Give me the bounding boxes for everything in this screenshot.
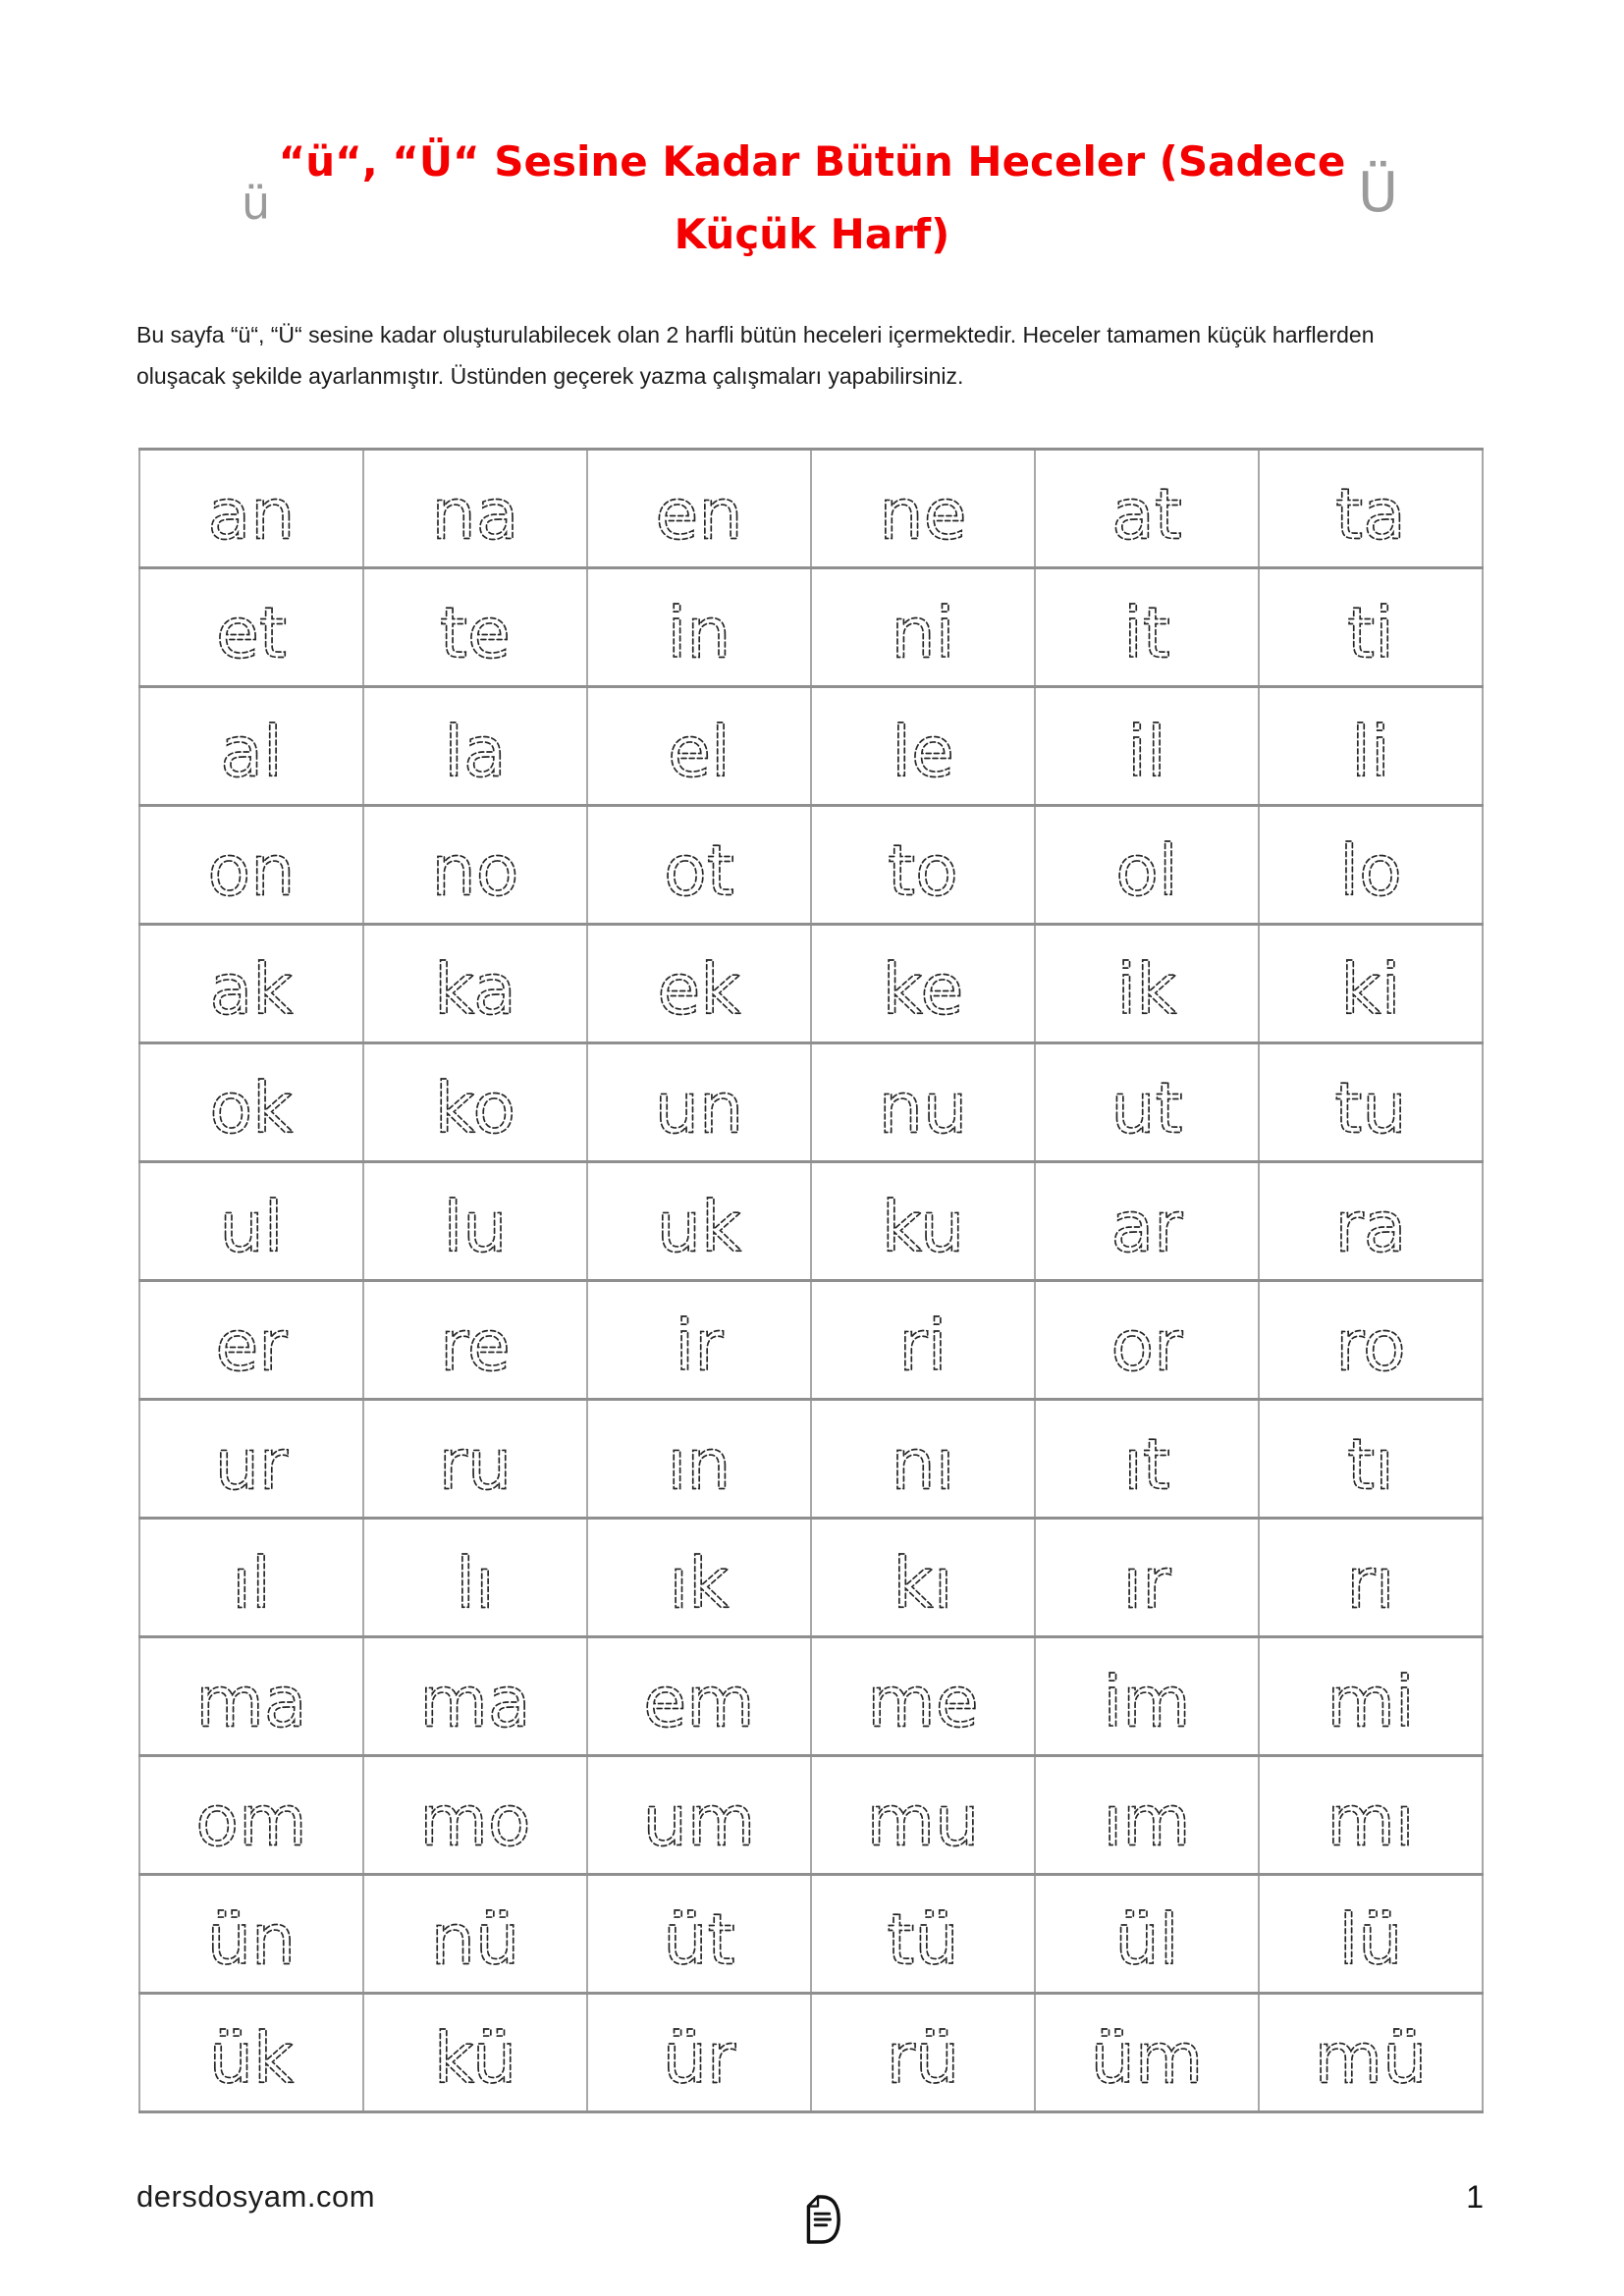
syllable-cell: [363, 925, 587, 1043]
syllable-cell: [139, 450, 363, 568]
traceable-syllable: [1036, 1995, 1258, 2110]
syllable-cell: [811, 450, 1035, 568]
syllable-cell: [811, 1519, 1035, 1637]
page-title-line2: Küçük Harf): [674, 210, 950, 258]
traceable-syllable: [1260, 1401, 1482, 1517]
svg-text:le: le: [892, 711, 954, 793]
svg-text:mo: mo: [419, 1780, 531, 1862]
syllable-cell: [587, 1043, 811, 1162]
syllable-cell: [1035, 1043, 1259, 1162]
table-row: [139, 1519, 1483, 1637]
svg-text:ma: ma: [195, 1661, 307, 1743]
traceable-syllable: [588, 1163, 810, 1279]
svg-text:im: im: [1103, 1661, 1191, 1743]
svg-text:nu: nu: [878, 1067, 968, 1149]
traceable-syllable: [588, 1876, 810, 1992]
syllable-cell: [1035, 687, 1259, 806]
svg-text:ir: ir: [675, 1305, 724, 1387]
svg-text:en: en: [655, 473, 743, 556]
syllable-cell: [1259, 806, 1483, 925]
svg-text:ıt: ıt: [1123, 1423, 1170, 1506]
syllable-cell: [363, 1637, 587, 1756]
syllable-cell: [139, 1756, 363, 1875]
traceable-syllable: [588, 688, 810, 804]
svg-text:ke: ke: [882, 948, 964, 1031]
svg-text:nı: nı: [891, 1423, 955, 1506]
watermark-letter-lowercase: ü: [242, 177, 271, 230]
syllable-cell: [363, 1162, 587, 1281]
traceable-syllable: [1036, 451, 1258, 566]
svg-text:ık: ık: [669, 1542, 730, 1625]
syllable-cell: [811, 568, 1035, 687]
syllable-cell: [811, 1043, 1035, 1162]
svg-text:at: at: [1111, 473, 1182, 556]
syllable-cell: [811, 1162, 1035, 1281]
traceable-syllable: [364, 1995, 586, 2110]
svg-text:tu: tu: [1334, 1067, 1407, 1149]
syllable-cell: [1259, 1281, 1483, 1400]
syllable-cell: [139, 1519, 363, 1637]
syllable-cell: [1035, 568, 1259, 687]
svg-text:ır: ır: [1122, 1542, 1171, 1625]
traceable-syllable: [1260, 1638, 1482, 1754]
syllable-cell: [363, 687, 587, 806]
traceable-syllable: [812, 1282, 1034, 1398]
syllable-table-body: [139, 450, 1483, 2112]
traceable-syllable: [812, 1044, 1034, 1160]
syllable-cell: [587, 687, 811, 806]
svg-text:lı: lı: [456, 1542, 495, 1625]
svg-text:ti: ti: [1347, 592, 1394, 674]
traceable-syllable: [140, 1401, 362, 1517]
traceable-syllable: [1260, 1520, 1482, 1635]
traceable-syllable: [1260, 926, 1482, 1041]
traceable-syllable: [1036, 1876, 1258, 1992]
svg-text:üm: üm: [1090, 2017, 1204, 2100]
syllable-cell: [587, 1281, 811, 1400]
svg-text:ın: ın: [667, 1423, 731, 1506]
svg-text:ük: ük: [208, 2017, 295, 2100]
traceable-syllable: [140, 1757, 362, 1873]
traceable-syllable: [588, 926, 810, 1041]
traceable-syllable: [1260, 1757, 1482, 1873]
table-row: [139, 450, 1483, 568]
syllable-cell: [1035, 1994, 1259, 2112]
traceable-syllable: [812, 1876, 1034, 1992]
syllable-cell: [1035, 925, 1259, 1043]
traceable-syllable: [1260, 1995, 1482, 2110]
svg-text:on: on: [207, 829, 296, 912]
syllable-cell: [363, 1043, 587, 1162]
svg-text:ün: ün: [206, 1898, 297, 1981]
syllable-cell: [587, 1400, 811, 1519]
svg-text:ru: ru: [438, 1423, 513, 1506]
svg-text:üt: üt: [663, 1898, 735, 1981]
table-row: [139, 1400, 1483, 1519]
traceable-syllable: [364, 807, 586, 923]
svg-text:mı: mı: [1326, 1780, 1415, 1862]
syllable-cell: [139, 1281, 363, 1400]
traceable-syllable: [140, 926, 362, 1041]
traceable-syllable: [812, 569, 1034, 685]
svg-text:in: in: [667, 592, 731, 674]
traceable-syllable: [1036, 688, 1258, 804]
traceable-syllable: [140, 1520, 362, 1635]
traceable-syllable: [812, 1163, 1034, 1279]
syllable-cell: [363, 806, 587, 925]
instructions-line1: Bu sayfa “ü“, “Ü“ sesine kadar oluşturulabilecek olan 2 harfli bütün heceleri içermektedir. Heceler tamamen küçük harflerden: [136, 322, 1375, 347]
svg-text:no: no: [431, 829, 519, 912]
traceable-syllable: [588, 1638, 810, 1754]
svg-text:ek: ek: [657, 948, 741, 1031]
syllable-cell: [811, 1756, 1035, 1875]
syllable-cell: [1259, 1400, 1483, 1519]
syllable-cell: [139, 1875, 363, 1994]
svg-text:me: me: [867, 1661, 979, 1743]
syllable-cell: [811, 1400, 1035, 1519]
watermark-letter-uppercase: Ü: [1358, 161, 1398, 225]
svg-text:lo: lo: [1339, 829, 1402, 912]
svg-text:om: om: [195, 1780, 307, 1862]
traceable-syllable: [588, 1520, 810, 1635]
syllable-cell: [1259, 925, 1483, 1043]
svg-text:ro: ro: [1335, 1305, 1406, 1387]
syllable-cell: [587, 1875, 811, 1994]
svg-text:mü: mü: [1314, 2017, 1428, 2100]
traceable-syllable: [140, 569, 362, 685]
syllable-cell: [139, 1162, 363, 1281]
traceable-syllable: [812, 1520, 1034, 1635]
svg-text:ri: ri: [898, 1305, 947, 1387]
svg-text:ka: ka: [434, 948, 516, 1031]
traceable-syllable: [812, 688, 1034, 804]
svg-text:mi: mi: [1326, 1661, 1415, 1743]
traceable-syllable: [812, 1757, 1034, 1873]
footer-site-url: dersdosyam.com: [136, 2179, 376, 2214]
traceable-syllable: [812, 926, 1034, 1041]
syllable-cell: [363, 1756, 587, 1875]
svg-text:to: to: [888, 829, 958, 912]
traceable-syllable: [1260, 1044, 1482, 1160]
traceable-syllable: [588, 569, 810, 685]
syllable-cell: [1035, 1756, 1259, 1875]
svg-text:na: na: [431, 473, 519, 556]
traceable-syllable: [364, 451, 586, 566]
svg-text:tı: tı: [1347, 1423, 1394, 1506]
page-title-line1: “ü“, “Ü“ Sesine Kadar Bütün Heceler (Sadece: [278, 137, 1346, 186]
svg-text:ur: ur: [214, 1423, 289, 1506]
traceable-syllable: [588, 451, 810, 566]
syllable-cell: [811, 925, 1035, 1043]
traceable-syllable: [1260, 688, 1482, 804]
svg-text:li: li: [1351, 711, 1390, 793]
svg-text:ül: ül: [1114, 1898, 1179, 1981]
traceable-syllable: [1036, 569, 1258, 685]
traceable-syllable: [364, 569, 586, 685]
syllable-cell: [587, 1756, 811, 1875]
table-row: [139, 1994, 1483, 2112]
traceable-syllable: [588, 807, 810, 923]
syllable-cell: [139, 806, 363, 925]
traceable-syllable: [364, 1876, 586, 1992]
svg-text:re: re: [440, 1305, 511, 1387]
traceable-syllable: [140, 451, 362, 566]
traceable-syllable: [140, 1163, 362, 1279]
syllable-cell: [1035, 1162, 1259, 1281]
traceable-syllable: [1036, 1757, 1258, 1873]
traceable-syllable: [812, 1995, 1034, 2110]
svg-text:el: el: [668, 711, 731, 793]
syllable-cell: [587, 450, 811, 568]
syllable-cell: [587, 1519, 811, 1637]
syllable-cell: [587, 1994, 811, 2112]
syllable-cell: [363, 1994, 587, 2112]
syllable-cell: [811, 1281, 1035, 1400]
traceable-syllable: [140, 1282, 362, 1398]
syllable-cell: [1259, 1756, 1483, 1875]
svg-text:ik: ik: [1116, 948, 1177, 1031]
traceable-syllable: [588, 1401, 810, 1517]
syllable-cell: [587, 806, 811, 925]
traceable-syllable: [140, 1044, 362, 1160]
traceable-syllable: [1036, 1638, 1258, 1754]
svg-text:um: um: [642, 1780, 756, 1862]
syllable-cell: [363, 1875, 587, 1994]
svg-text:nü: nü: [430, 1898, 520, 1981]
traceable-syllable: [364, 1282, 586, 1398]
traceable-syllable: [1036, 1044, 1258, 1160]
traceable-syllable: [364, 1638, 586, 1754]
traceable-syllable: [812, 1401, 1034, 1517]
syllable-cell: [139, 1637, 363, 1756]
instructions-paragraph: [136, 314, 1491, 397]
svg-text:ım: ım: [1103, 1780, 1191, 1862]
svg-text:la: la: [444, 711, 507, 793]
svg-text:et: et: [216, 592, 287, 674]
traceable-syllable: [140, 1638, 362, 1754]
traceable-syllable: [364, 688, 586, 804]
syllable-cell: [363, 1400, 587, 1519]
syllable-cell: [1035, 1400, 1259, 1519]
syllable-cell: [811, 1875, 1035, 1994]
table-row: [139, 1281, 1483, 1400]
syllable-cell: [363, 568, 587, 687]
traceable-syllable: [140, 1876, 362, 1992]
syllable-cell: [1259, 1875, 1483, 1994]
svg-text:ni: ni: [891, 592, 955, 674]
svg-text:te: te: [440, 592, 511, 674]
syllable-cell: [811, 687, 1035, 806]
syllable-cell: [587, 568, 811, 687]
syllable-cell: [1035, 1519, 1259, 1637]
syllable-cell: [811, 806, 1035, 925]
syllable-cell: [1259, 568, 1483, 687]
syllable-cell: [1035, 1281, 1259, 1400]
syllable-cell: [1259, 1043, 1483, 1162]
traceable-syllable: [1260, 807, 1482, 923]
traceable-syllable: [364, 1757, 586, 1873]
svg-text:kü: kü: [433, 2017, 517, 2100]
syllable-cell: [139, 1400, 363, 1519]
svg-text:or: or: [1110, 1305, 1183, 1387]
syllable-cell: [1259, 1994, 1483, 2112]
svg-text:rü: rü: [886, 2017, 960, 2100]
syllable-cell: [1259, 1519, 1483, 1637]
traceable-syllable: [588, 1282, 810, 1398]
syllable-cell: [1259, 1162, 1483, 1281]
svg-text:ar: ar: [1110, 1186, 1183, 1268]
table-row: [139, 925, 1483, 1043]
traceable-syllable: [588, 1995, 810, 2110]
syllable-cell: [139, 1994, 363, 2112]
svg-text:em: em: [643, 1661, 755, 1743]
svg-text:il: il: [1127, 711, 1166, 793]
syllable-cell: [1259, 687, 1483, 806]
traceable-syllable: [364, 1401, 586, 1517]
svg-text:ta: ta: [1335, 473, 1406, 556]
svg-text:kı: kı: [893, 1542, 953, 1625]
syllable-cell: [1035, 1637, 1259, 1756]
traceable-syllable: [140, 1995, 362, 2110]
traceable-syllable: [1036, 926, 1258, 1041]
page-number: 1: [1466, 2179, 1484, 2215]
syllable-cell: [139, 687, 363, 806]
svg-text:ok: ok: [209, 1067, 294, 1149]
traceable-syllable: [364, 1044, 586, 1160]
syllable-cell: [1259, 450, 1483, 568]
table-row: [139, 687, 1483, 806]
table-row: [139, 806, 1483, 925]
table-row: [139, 1875, 1483, 1994]
syllable-cell: [1035, 806, 1259, 925]
traceable-syllable: [364, 1520, 586, 1635]
traceable-syllable: [1260, 1282, 1482, 1398]
svg-text:un: un: [654, 1067, 744, 1149]
traceable-syllable: [812, 807, 1034, 923]
syllable-cell: [363, 1281, 587, 1400]
traceable-syllable: [1036, 1401, 1258, 1517]
traceable-syllable: [1036, 1282, 1258, 1398]
traceable-syllable: [1036, 1520, 1258, 1635]
traceable-syllable: [1036, 1163, 1258, 1279]
syllable-cell: [587, 1637, 811, 1756]
traceable-syllable: [364, 1163, 586, 1279]
syllable-cell: [1035, 450, 1259, 568]
table-row: [139, 568, 1483, 687]
svg-text:mu: mu: [866, 1780, 980, 1862]
syllable-cell: [139, 925, 363, 1043]
syllable-cell: [587, 1162, 811, 1281]
traceable-syllable: [1260, 569, 1482, 685]
svg-text:ut: ut: [1110, 1067, 1183, 1149]
svg-text:ıl: ıl: [232, 1542, 271, 1625]
traceable-syllable: [588, 1757, 810, 1873]
syllable-cell: [1035, 1875, 1259, 1994]
svg-text:er: er: [215, 1305, 288, 1387]
table-row: [139, 1756, 1483, 1875]
syllable-cell: [363, 1519, 587, 1637]
traceable-syllable: [140, 688, 362, 804]
syllable-cell: [363, 450, 587, 568]
traceable-syllable: [364, 926, 586, 1041]
instructions-line2: oluşacak şekilde ayarlanmıştır. Üstünden geçerek yazma çalışmaları yapabilirsiniz.: [136, 363, 964, 389]
traceable-syllable: [812, 1638, 1034, 1754]
table-row: [139, 1043, 1483, 1162]
svg-text:ko: ko: [434, 1067, 516, 1149]
svg-text:tü: tü: [887, 1898, 959, 1981]
svg-text:ot: ot: [664, 829, 734, 912]
document-logo-icon: [795, 2193, 842, 2246]
svg-text:ku: ku: [881, 1186, 965, 1268]
traceable-syllable: [1260, 1163, 1482, 1279]
svg-text:lu: lu: [443, 1186, 508, 1268]
traceable-syllable: [588, 1044, 810, 1160]
svg-text:an: an: [207, 473, 296, 556]
traceable-syllable: [1260, 451, 1482, 566]
syllable-cell: [811, 1637, 1035, 1756]
svg-text:ne: ne: [879, 473, 967, 556]
svg-text:ol: ol: [1115, 829, 1178, 912]
table-row: [139, 1637, 1483, 1756]
syllable-cell: [811, 1994, 1035, 2112]
svg-text:ak: ak: [209, 948, 294, 1031]
svg-text:rı: rı: [1346, 1542, 1395, 1625]
traceable-syllable: [1260, 1876, 1482, 1992]
table-row: [139, 1162, 1483, 1281]
svg-text:ür: ür: [662, 2017, 736, 2100]
traceable-syllable: [1036, 807, 1258, 923]
svg-text:ra: ra: [1334, 1186, 1407, 1268]
svg-text:ma: ma: [419, 1661, 531, 1743]
svg-text:ki: ki: [1340, 948, 1401, 1031]
svg-text:ul: ul: [219, 1186, 284, 1268]
svg-text:uk: uk: [656, 1186, 742, 1268]
svg-text:al: al: [220, 711, 283, 793]
syllable-cell: [139, 568, 363, 687]
traceable-syllable: [140, 807, 362, 923]
syllable-cell: [139, 1043, 363, 1162]
syllable-cell: [587, 925, 811, 1043]
svg-text:it: it: [1123, 592, 1170, 674]
syllable-trace-table: [138, 448, 1484, 2113]
svg-text:lü: lü: [1338, 1898, 1403, 1981]
traceable-syllable: [812, 451, 1034, 566]
syllable-cell: [1259, 1637, 1483, 1756]
